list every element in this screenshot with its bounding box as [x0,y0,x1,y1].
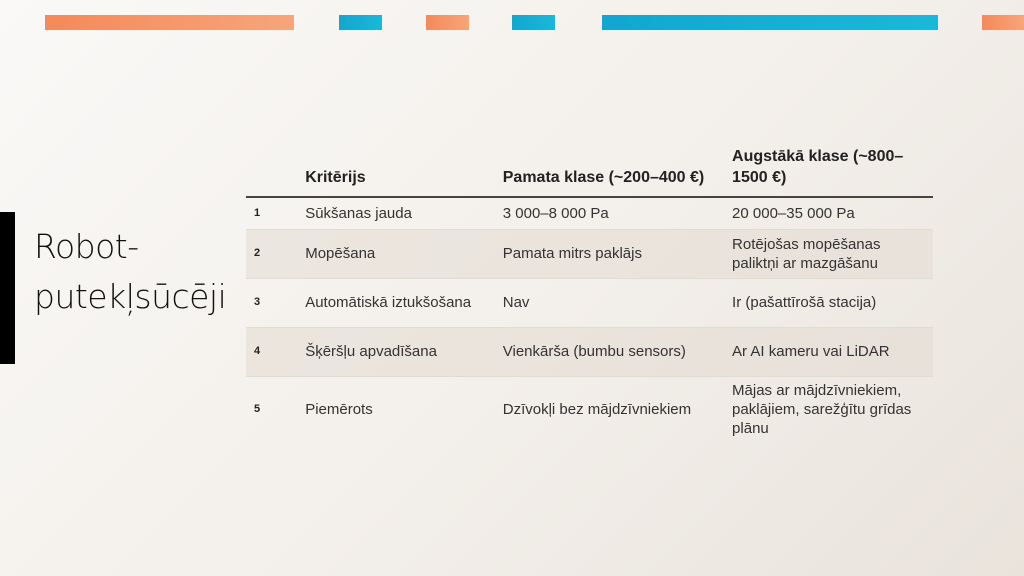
row-criterion: Piemērots [305,400,373,418]
decor-bar-orange-2 [426,15,469,30]
row-premium: 20 000–35 000 Pa [726,197,933,229]
row-premium: Mājas ar mājdzīvniekiem, paklājiem, sarežģītu grīdas plānu [732,381,912,437]
row-basic: Dzīvokļi bez mājdzīvniekiem [502,400,692,418]
row-basic: Vienkārša (bumbu sensors) [497,327,726,376]
row-criterion: Mopēšana [299,229,497,278]
row-basic: Nav [497,278,726,327]
comparison-table [246,140,933,442]
row-num: 4 [246,327,299,376]
row-num: 1 [246,197,299,229]
row-num: 2 [246,229,299,278]
table-row [246,197,933,229]
header-criterion: Kritērijs [299,140,497,197]
row-criterion: Sūkšanas jauda [299,197,497,229]
row-premium: Ar AI kameru vai LiDAR [726,327,933,376]
table-row [246,229,933,278]
row-premium: Rotējošas mopēšanas paliktņi ar mazgāšanu [726,229,933,278]
row-premium: Ir (pašattīrošā stacija) [726,278,933,327]
row-num: 3 [246,278,299,327]
decor-bar-orange-3 [982,15,1024,30]
decor-bar-orange-1 [45,15,294,30]
table-header-row [246,140,933,197]
table-row [246,327,933,376]
decor-bar-blue-2 [512,15,555,30]
decor-bar-blue-1 [339,15,382,30]
row-criterion: Automātiskā iztukšošana [299,278,497,327]
decor-bar-blue-3 [602,15,938,30]
slide-title: Robot-putekļsūcēji [34,227,227,316]
header-num [246,140,299,197]
header-premium: Augstākā klase (~800–1500 €) [726,140,933,197]
row-criterion: Šķēršļu apvadīšana [299,327,497,376]
row-basic: 3 000–8 000 Pa [497,197,726,229]
table-row [246,278,933,327]
row-num: 5 [254,402,261,415]
header-basic: Pamata klase (~200–400 €) [497,140,726,197]
table-row [246,376,933,442]
row-basic: Pamata mitrs paklājs [497,229,726,278]
left-accent-bar [0,212,15,364]
